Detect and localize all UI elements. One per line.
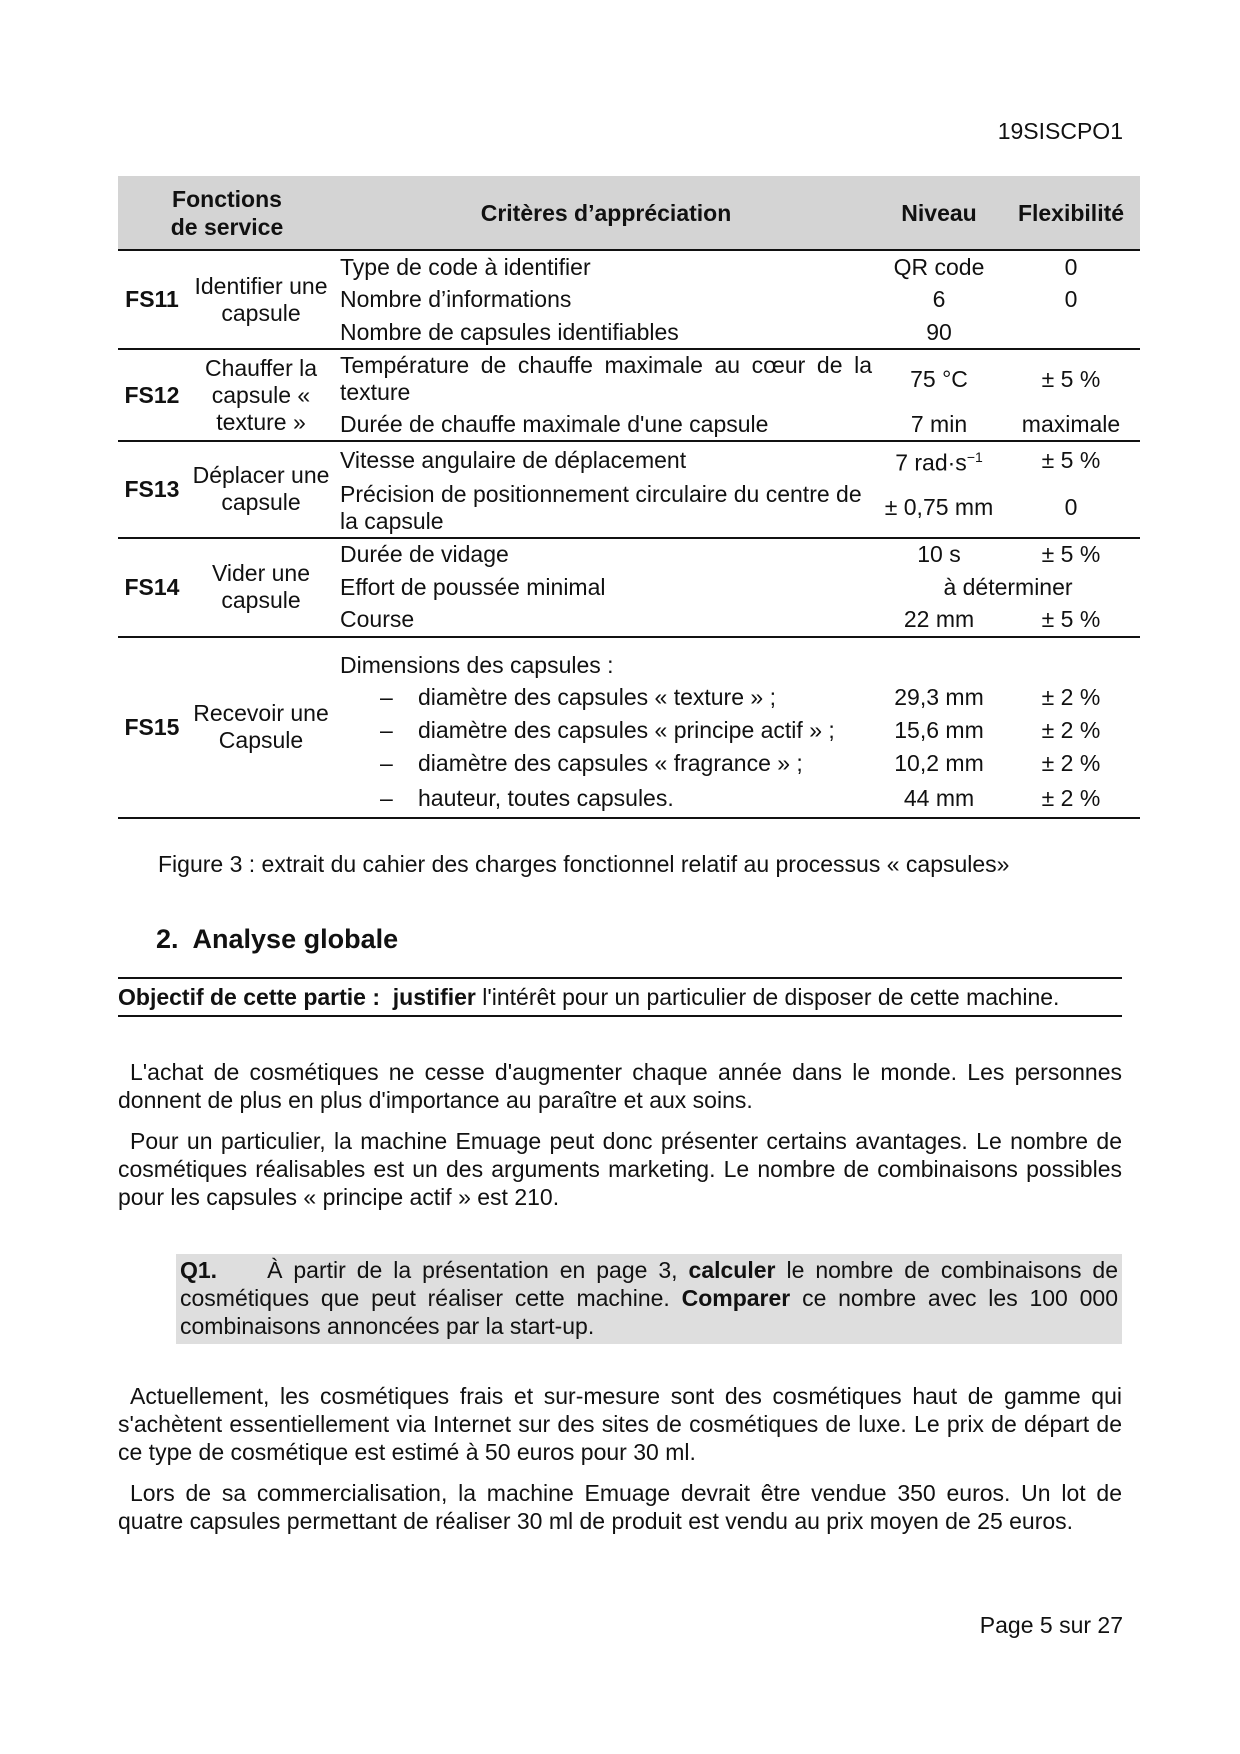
flexibility: ± 5 % <box>1041 541 1101 568</box>
dash-bullet: – <box>380 784 393 811</box>
criterion: Durée de chauffe maximale d'une capsule <box>340 410 769 437</box>
flexibility: ± 5 % <box>1041 446 1101 473</box>
level: à déterminer <box>943 573 1073 600</box>
criterion-text: hauteur, toutes capsules. <box>418 784 674 811</box>
objective-label: Objectif de cette partie : <box>118 984 381 1010</box>
question-verb-1: calculer <box>688 1257 776 1283</box>
fs-id: FS14 <box>124 573 180 600</box>
criterion-text: diamètre des capsules « fragrance » ; <box>418 749 803 776</box>
question-verb-2: Comparer <box>681 1285 791 1311</box>
level: QR code <box>893 253 985 280</box>
flexibility <box>1002 316 1140 349</box>
fs11-group <box>118 250 1140 349</box>
criterion: Durée de vidage <box>340 541 509 568</box>
fs-function: Identifier une capsule <box>194 272 328 326</box>
criterion <box>336 681 876 714</box>
section-title: Analyse globale <box>192 924 399 954</box>
header-criteres: Critères d’appréciation <box>336 176 876 250</box>
paragraph-3: Actuellement, les cosmétiques frais et sur-mesure sont des cosmétiques haut de gamme qui s'achètent essentiellement via Internet sur des sites de cosmétiques de luxe. Le prix de départ de ce type de cosmétique est estimé à 50 euros pour 30 ml. <box>118 1383 1122 1465</box>
level: 15,6 mm <box>894 716 984 743</box>
level: 22 mm <box>903 606 975 633</box>
table-row <box>118 538 1140 571</box>
figure-caption: Figure 3 : extrait du cahier des charges fonctionnel relatif au processus « capsules» <box>158 851 1010 877</box>
page-number: Page 5 sur 27 <box>979 1612 1123 1638</box>
flexibility <box>1002 637 1140 681</box>
criterion-text: diamètre des capsules « texture » ; <box>418 683 776 710</box>
header-flexibilite: Flexibilité <box>1002 176 1140 250</box>
criterion-intro: Dimensions des capsules : <box>340 651 614 678</box>
question-box <box>176 1254 1122 1344</box>
flexibility: ± 2 % <box>1041 784 1101 811</box>
objective-verb: justifier <box>392 984 476 1010</box>
level: 10 s <box>917 541 961 568</box>
dash-bullet: – <box>380 683 393 710</box>
objective-box <box>118 977 1122 1017</box>
fs-function: Vider une capsule <box>211 560 311 614</box>
criterion: Nombre d’informations <box>340 286 572 312</box>
criterion: Course <box>340 606 415 633</box>
fs-function: Déplacer une capsule <box>192 462 330 516</box>
criterion <box>336 780 876 818</box>
level: 75 °C <box>910 365 968 392</box>
flexibility: ± 5 % <box>1041 365 1101 392</box>
paragraph-1: L'achat de cosmétiques ne cesse d'augmenter chaque année dans le monde. Les personnes donnent de plus en plus d'importance au paraître et aux soins. <box>118 1059 1122 1113</box>
dash-bullet: – <box>380 716 393 743</box>
level: 44 mm <box>903 784 975 811</box>
flexibility: 0 <box>1064 494 1078 521</box>
level: 10,2 mm <box>894 749 984 776</box>
section-number: 2. <box>156 924 179 954</box>
header-niveau: Niveau <box>876 176 1002 250</box>
question-text-2: le nombre de combinaisons de cosmétiques que peut réaliser cette machine. <box>180 1257 1119 1311</box>
level-exponent: −1 <box>966 449 983 465</box>
objective-text: l'intérêt pour un particulier de disposer de cette machine. <box>482 984 1060 1010</box>
question-number: Q1. <box>180 1257 218 1283</box>
criterion-text: diamètre des capsules « principe actif » ; <box>418 716 835 743</box>
level: 7 min <box>910 410 968 437</box>
criterion: Effort de poussée minimal <box>340 573 606 600</box>
flexibility: ± 2 % <box>1041 716 1101 743</box>
fs-function: Chauffer la capsule « texture » <box>204 354 318 435</box>
header-fonctions: Fonctions de service <box>118 176 336 250</box>
question-text-1: À partir de la présentation en page 3, <box>267 1257 678 1283</box>
flexibility: ± 2 % <box>1041 749 1101 776</box>
fs15-group <box>118 637 1140 818</box>
flexibility: 0 <box>1064 253 1078 280</box>
flexibility: ± 5 % <box>1041 606 1101 633</box>
level: 90 <box>926 318 952 345</box>
fs14-group <box>118 538 1140 637</box>
flexibility: 0 <box>1064 286 1078 312</box>
table-row <box>118 441 1140 479</box>
level: ± 0,75 mm <box>884 494 994 521</box>
flexibility: ± 2 % <box>1041 683 1101 710</box>
table-row <box>118 349 1140 408</box>
fs-id: FS15 <box>124 713 180 740</box>
criterion <box>336 747 876 780</box>
fs12-group <box>118 349 1140 441</box>
fs-id: FS12 <box>124 381 180 408</box>
level <box>876 441 1002 479</box>
flexibility: maximale <box>1021 410 1121 437</box>
fs-function: Recevoir une Capsule <box>193 700 329 754</box>
dash-bullet: – <box>380 749 393 776</box>
criterion: Température de chauffe maximale au cœur de la texture <box>340 352 872 405</box>
table-row <box>118 250 1140 283</box>
level: 6 <box>932 286 946 312</box>
criterion: Type de code à identifier <box>340 253 591 280</box>
level-value: 7 rad·s <box>895 449 967 476</box>
criterion: Vitesse angulaire de déplacement <box>340 446 687 473</box>
fs-id: FS13 <box>124 475 180 502</box>
section-heading <box>156 924 398 955</box>
fs-id: FS11 <box>125 286 179 312</box>
table-header-row <box>118 176 1140 250</box>
level <box>876 637 1002 681</box>
criterion: Nombre de capsules identifiables <box>340 318 679 345</box>
criterion <box>336 714 876 747</box>
document-reference: 19SISCPO1 <box>997 118 1123 144</box>
level: 29,3 mm <box>894 683 984 710</box>
fs13-group <box>118 441 1140 538</box>
paragraph-4: Lors de sa commercialisation, la machine Emuage devrait être vendue 350 euros. Un lot de quatre capsules permettant de réaliser 30 ml de produit est vendu au prix moyen de 25 euros. <box>118 1480 1122 1534</box>
question-text-3: ce nombre avec les 100 000 combinaisons annoncées par la start-up. <box>180 1285 1119 1339</box>
functional-spec-table <box>118 176 1140 819</box>
paragraph-2: Pour un particulier, la machine Emuage peut donc présenter certains avantages. Le nombre de cosmétiques réalisables est un des arguments marketing. Le nombre de combinaisons possibles pour les capsules « principe actif » est 210. <box>118 1128 1122 1210</box>
criterion: Précision de positionnement circulaire du centre de la capsule <box>340 480 862 534</box>
table-row <box>118 637 1140 681</box>
